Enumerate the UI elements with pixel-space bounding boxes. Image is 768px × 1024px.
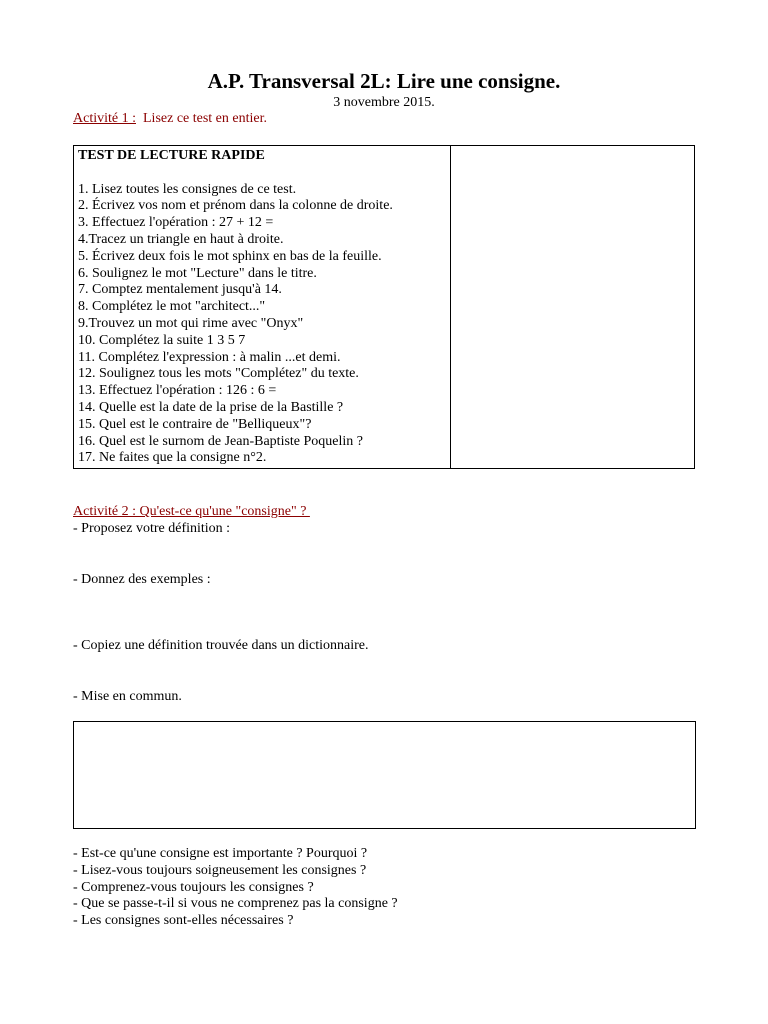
page-date: 3 novembre 2015. [333,95,435,110]
test-item: 12. Soulignez tous les mots "Complétez" du texte. [78,366,359,382]
test-item: 17. Ne faites que la consigne n°2. [78,450,267,466]
activity-2-heading [73,503,310,521]
answer-box[interactable] [73,721,696,829]
test-item: 13. Effectuez l'opération : 126 : 6 = [78,383,277,399]
test-item: 3. Effectuez l'opération : 27 + 12 = [78,215,274,231]
test-item: 4.Tracez un triangle en haut à droite. [78,231,284,247]
activity-1-instruction: Lisez ce test en entier. [136,111,267,126]
activity-1-label: Activité 1 : [73,111,136,126]
discussion-question: - Lisez-vous toujours soigneusement les consignes ? [73,862,367,878]
dictionary-prompt: - Copiez une définition trouvée dans un dictionnaire. [73,638,369,653]
common-prompt: - Mise en commun. [73,689,182,704]
test-item: 16. Quel est le surnom de Jean-Baptiste Poquelin ? [78,433,363,449]
test-heading: TEST DE LECTURE RAPIDE [78,148,265,163]
test-item: 11. Complétez l'expression : à malin ...et demi. [78,349,341,365]
test-item: 10. Complétez la suite 1 3 5 7 [78,332,246,348]
discussion-question: - Est-ce qu'une consigne est importante ? Pourquoi ? [73,846,368,861]
test-item: 15. Quel est le contraire de "Belliqueux"? [78,416,312,432]
test-item: 5. Écrivez deux fois le mot sphinx en bas de la feuille. [78,248,382,264]
activity-1-heading [73,110,267,128]
page-title: A.P. Transversal 2L: Lire une consigne. [207,69,561,93]
reading-test-table [73,145,695,469]
examples-prompt: - Donnez des exemples : [73,572,211,587]
discussion-question: - Que se passe-t-il si vous ne comprenez pas la consigne ? [73,896,398,912]
test-instructions-column [74,146,451,468]
definition-prompt: - Proposez votre définition : [73,521,231,536]
answer-column[interactable] [451,146,694,468]
discussion-question: - Comprenez-vous toujours les consignes ? [73,879,314,895]
activity-2-label: Activité 2 : Qu'est-ce qu'une "consigne" ? [73,504,310,519]
test-item: 9.Trouvez un mot qui rime avec "Onyx" [78,315,304,331]
test-item: 14. Quelle est la date de la prise de la Bastille ? [78,399,344,415]
test-item: 8. Complétez le mot "architect..." [78,299,266,315]
test-item: 2. Écrivez vos nom et prénom dans la colonne de droite. [78,198,393,214]
test-item: 6. Soulignez le mot "Lecture" dans le titre. [78,265,317,281]
discussion-questions [73,846,398,930]
test-item: 7. Comptez mentalement jusqu'à 14. [78,282,282,298]
discussion-question: - Les consignes sont-elles nécessaires ? [73,913,294,929]
test-item: 1. Lisez toutes les consignes de ce test. [78,181,297,197]
